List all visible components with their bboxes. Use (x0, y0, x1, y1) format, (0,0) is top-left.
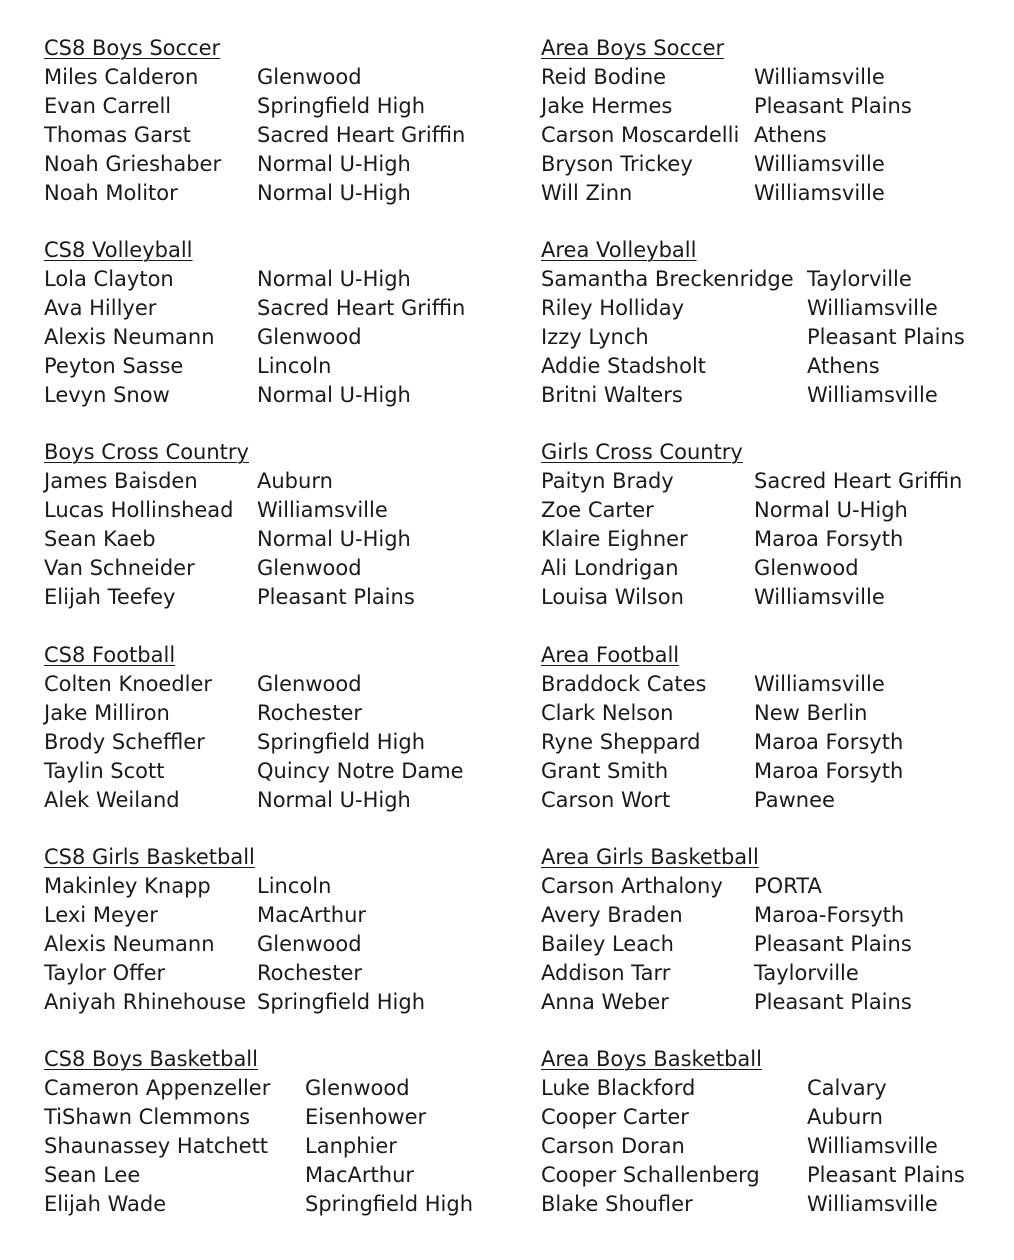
athlete-school: Eisenhower (305, 1105, 427, 1129)
athlete-school: Pleasant Plains (807, 325, 965, 349)
athlete-school: Williamsville (257, 498, 388, 522)
athlete-name: Addie Stadsholt (541, 354, 707, 378)
athlete-name: Aniyah Rhinehouse (44, 990, 247, 1014)
athlete-school: Rochester (257, 961, 362, 985)
athlete-school: Glenwood (305, 1076, 410, 1100)
athlete-name: Louisa Wilson (541, 585, 684, 609)
athlete-school: Normal U-High (257, 152, 411, 176)
athlete-school: Auburn (807, 1105, 883, 1129)
athlete-name: Colten Knoedler (44, 672, 213, 696)
athlete-name: Addison Tarr (541, 961, 671, 985)
athlete-school: Glenwood (257, 672, 362, 696)
athlete-name: Clark Nelson (541, 701, 674, 725)
athlete-school: Williamsville (754, 585, 885, 609)
athlete-school: Taylorville (754, 961, 859, 985)
athlete-school: Normal U-High (754, 498, 908, 522)
section-heading: Girls Cross Country (541, 440, 743, 464)
athlete-name: Brody Scheffler (44, 730, 205, 754)
athlete-name: Makinley Knapp (44, 874, 211, 898)
athlete-name: Ava Hillyer (44, 296, 157, 320)
athlete-name: TiShawn Clemmons (44, 1105, 251, 1129)
athlete-name: Anna Weber (541, 990, 669, 1014)
athlete-school: Pleasant Plains (807, 1163, 965, 1187)
athlete-name: Noah Grieshaber (44, 152, 222, 176)
athlete-name: Braddock Cates (541, 672, 707, 696)
athlete-school: Pleasant Plains (754, 94, 912, 118)
athlete-school: Williamsville (754, 672, 885, 696)
athlete-school: Sacred Heart Griffin (257, 296, 466, 320)
section-heading: Area Volleyball (541, 238, 697, 262)
athlete-school: Maroa Forsyth (754, 759, 904, 783)
athlete-school: Springfield High (257, 990, 426, 1014)
athlete-school: MacArthur (257, 903, 367, 927)
athlete-name: Blake Shoufler (541, 1192, 693, 1216)
athlete-school: Williamsville (807, 1192, 938, 1216)
athlete-name: James Baisden (44, 469, 198, 493)
athlete-school: Maroa-Forsyth (754, 903, 905, 927)
athlete-name: Lexi Meyer (44, 903, 158, 927)
athlete-name: Noah Molitor (44, 181, 178, 205)
section-heading: CS8 Boys Soccer (44, 36, 221, 60)
section-heading: Area Girls Basketball (541, 845, 759, 869)
section-heading: Area Boys Soccer (541, 36, 725, 60)
athlete-school: Sacred Heart Griffin (257, 123, 466, 147)
athlete-name: Samantha Breckenridge (541, 267, 794, 291)
athlete-school: Glenwood (257, 325, 362, 349)
athlete-school: Athens (807, 354, 880, 378)
athlete-name: Britni Walters (541, 383, 683, 407)
athlete-school: Glenwood (257, 65, 362, 89)
section-heading: CS8 Girls Basketball (44, 845, 255, 869)
athlete-school: Glenwood (754, 556, 859, 580)
athlete-name: Jake Milliron (44, 701, 170, 725)
athlete-name: Zoe Carter (541, 498, 654, 522)
athlete-name: Sean Lee (44, 1163, 141, 1187)
athlete-name: Luke Blackford (541, 1076, 696, 1100)
athlete-name: Levyn Snow (44, 383, 170, 407)
athlete-school: Springfield High (257, 730, 426, 754)
athlete-school: Williamsville (807, 383, 938, 407)
athlete-name: Peyton Sasse (44, 354, 184, 378)
athlete-name: Carson Doran (541, 1134, 685, 1158)
athlete-school: Rochester (257, 701, 362, 725)
athlete-name: Izzy Lynch (541, 325, 649, 349)
athlete-name: Riley Holliday (541, 296, 685, 320)
athlete-name: Shaunassey Hatchett (44, 1134, 269, 1158)
athlete-school: Athens (754, 123, 827, 147)
section-heading: Area Boys Basketball (541, 1047, 762, 1071)
athlete-school: MacArthur (305, 1163, 415, 1187)
athlete-name: Alexis Neumann (44, 325, 215, 349)
athlete-name: Van Schneider (44, 556, 195, 580)
athlete-name: Taylor Offer (44, 961, 166, 985)
athlete-name: Ali Londrigan (541, 556, 679, 580)
athlete-name: Sean Kaeb (44, 527, 156, 551)
section-heading: Area Football (541, 643, 680, 667)
athlete-school: PORTA (754, 874, 822, 898)
athlete-name: Grant Smith (541, 759, 669, 783)
athlete-school: Calvary (807, 1076, 887, 1100)
athlete-school: Williamsville (754, 152, 885, 176)
athlete-school: Pleasant Plains (754, 932, 912, 956)
athlete-name: Cooper Schallenberg (541, 1163, 760, 1187)
athlete-school: Williamsville (807, 1134, 938, 1158)
athlete-name: Will Zinn (541, 181, 633, 205)
athlete-name: Cameron Appenzeller (44, 1076, 271, 1100)
athlete-school: Taylorville (807, 267, 912, 291)
athlete-name: Carson Arthalony (541, 874, 723, 898)
athlete-name: Thomas Garst (44, 123, 191, 147)
athlete-school: Maroa Forsyth (754, 527, 904, 551)
athlete-name: Bailey Leach (541, 932, 674, 956)
athlete-school: Normal U-High (257, 383, 411, 407)
athlete-name: Taylin Scott (44, 759, 165, 783)
section-heading: CS8 Boys Basketball (44, 1047, 258, 1071)
athlete-name: Bryson Trickey (541, 152, 693, 176)
athlete-school: Sacred Heart Griffin (754, 469, 963, 493)
athlete-name: Reid Bodine (541, 65, 667, 89)
athlete-name: Lucas Hollinshead (44, 498, 234, 522)
athlete-name: Alek Weiland (44, 788, 180, 812)
athlete-school: Auburn (257, 469, 333, 493)
athlete-school: Lanphier (305, 1134, 397, 1158)
athlete-name: Jake Hermes (541, 94, 673, 118)
athlete-school: Quincy Notre Dame (257, 759, 464, 783)
athlete-name: Avery Braden (541, 903, 683, 927)
athlete-name: Ryne Sheppard (541, 730, 701, 754)
section-heading: CS8 Football (44, 643, 176, 667)
athlete-school: Glenwood (257, 932, 362, 956)
section-heading: CS8 Volleyball (44, 238, 193, 262)
athlete-school: Williamsville (807, 296, 938, 320)
athlete-school: Normal U-High (257, 267, 411, 291)
athlete-school: Maroa Forsyth (754, 730, 904, 754)
athlete-name: Alexis Neumann (44, 932, 215, 956)
athlete-name: Paityn Brady (541, 469, 674, 493)
athlete-school: Springfield High (305, 1192, 474, 1216)
athlete-school: Normal U-High (257, 788, 411, 812)
athlete-name: Elijah Teefey (44, 585, 176, 609)
athlete-school: Normal U-High (257, 181, 411, 205)
athlete-name: Lola Clayton (44, 267, 174, 291)
athlete-school: Springfield High (257, 94, 426, 118)
athlete-school: Glenwood (257, 556, 362, 580)
athlete-name: Evan Carrell (44, 94, 172, 118)
athlete-school: Pawnee (754, 788, 835, 812)
athlete-name: Carson Wort (541, 788, 671, 812)
athlete-name: Miles Calderon (44, 65, 199, 89)
athlete-school: New Berlin (754, 701, 868, 725)
athlete-name: Cooper Carter (541, 1105, 689, 1129)
athlete-school: Lincoln (257, 874, 332, 898)
athlete-school: Pleasant Plains (754, 990, 912, 1014)
athlete-school: Williamsville (754, 181, 885, 205)
athlete-school: Normal U-High (257, 527, 411, 551)
athlete-school: Pleasant Plains (257, 585, 415, 609)
athlete-school: Lincoln (257, 354, 332, 378)
athlete-name: Elijah Wade (44, 1192, 167, 1216)
athlete-name: Klaire Eighner (541, 527, 688, 551)
athlete-name: Carson Moscardelli (541, 123, 740, 147)
section-heading: Boys Cross Country (44, 440, 249, 464)
athlete-school: Williamsville (754, 65, 885, 89)
